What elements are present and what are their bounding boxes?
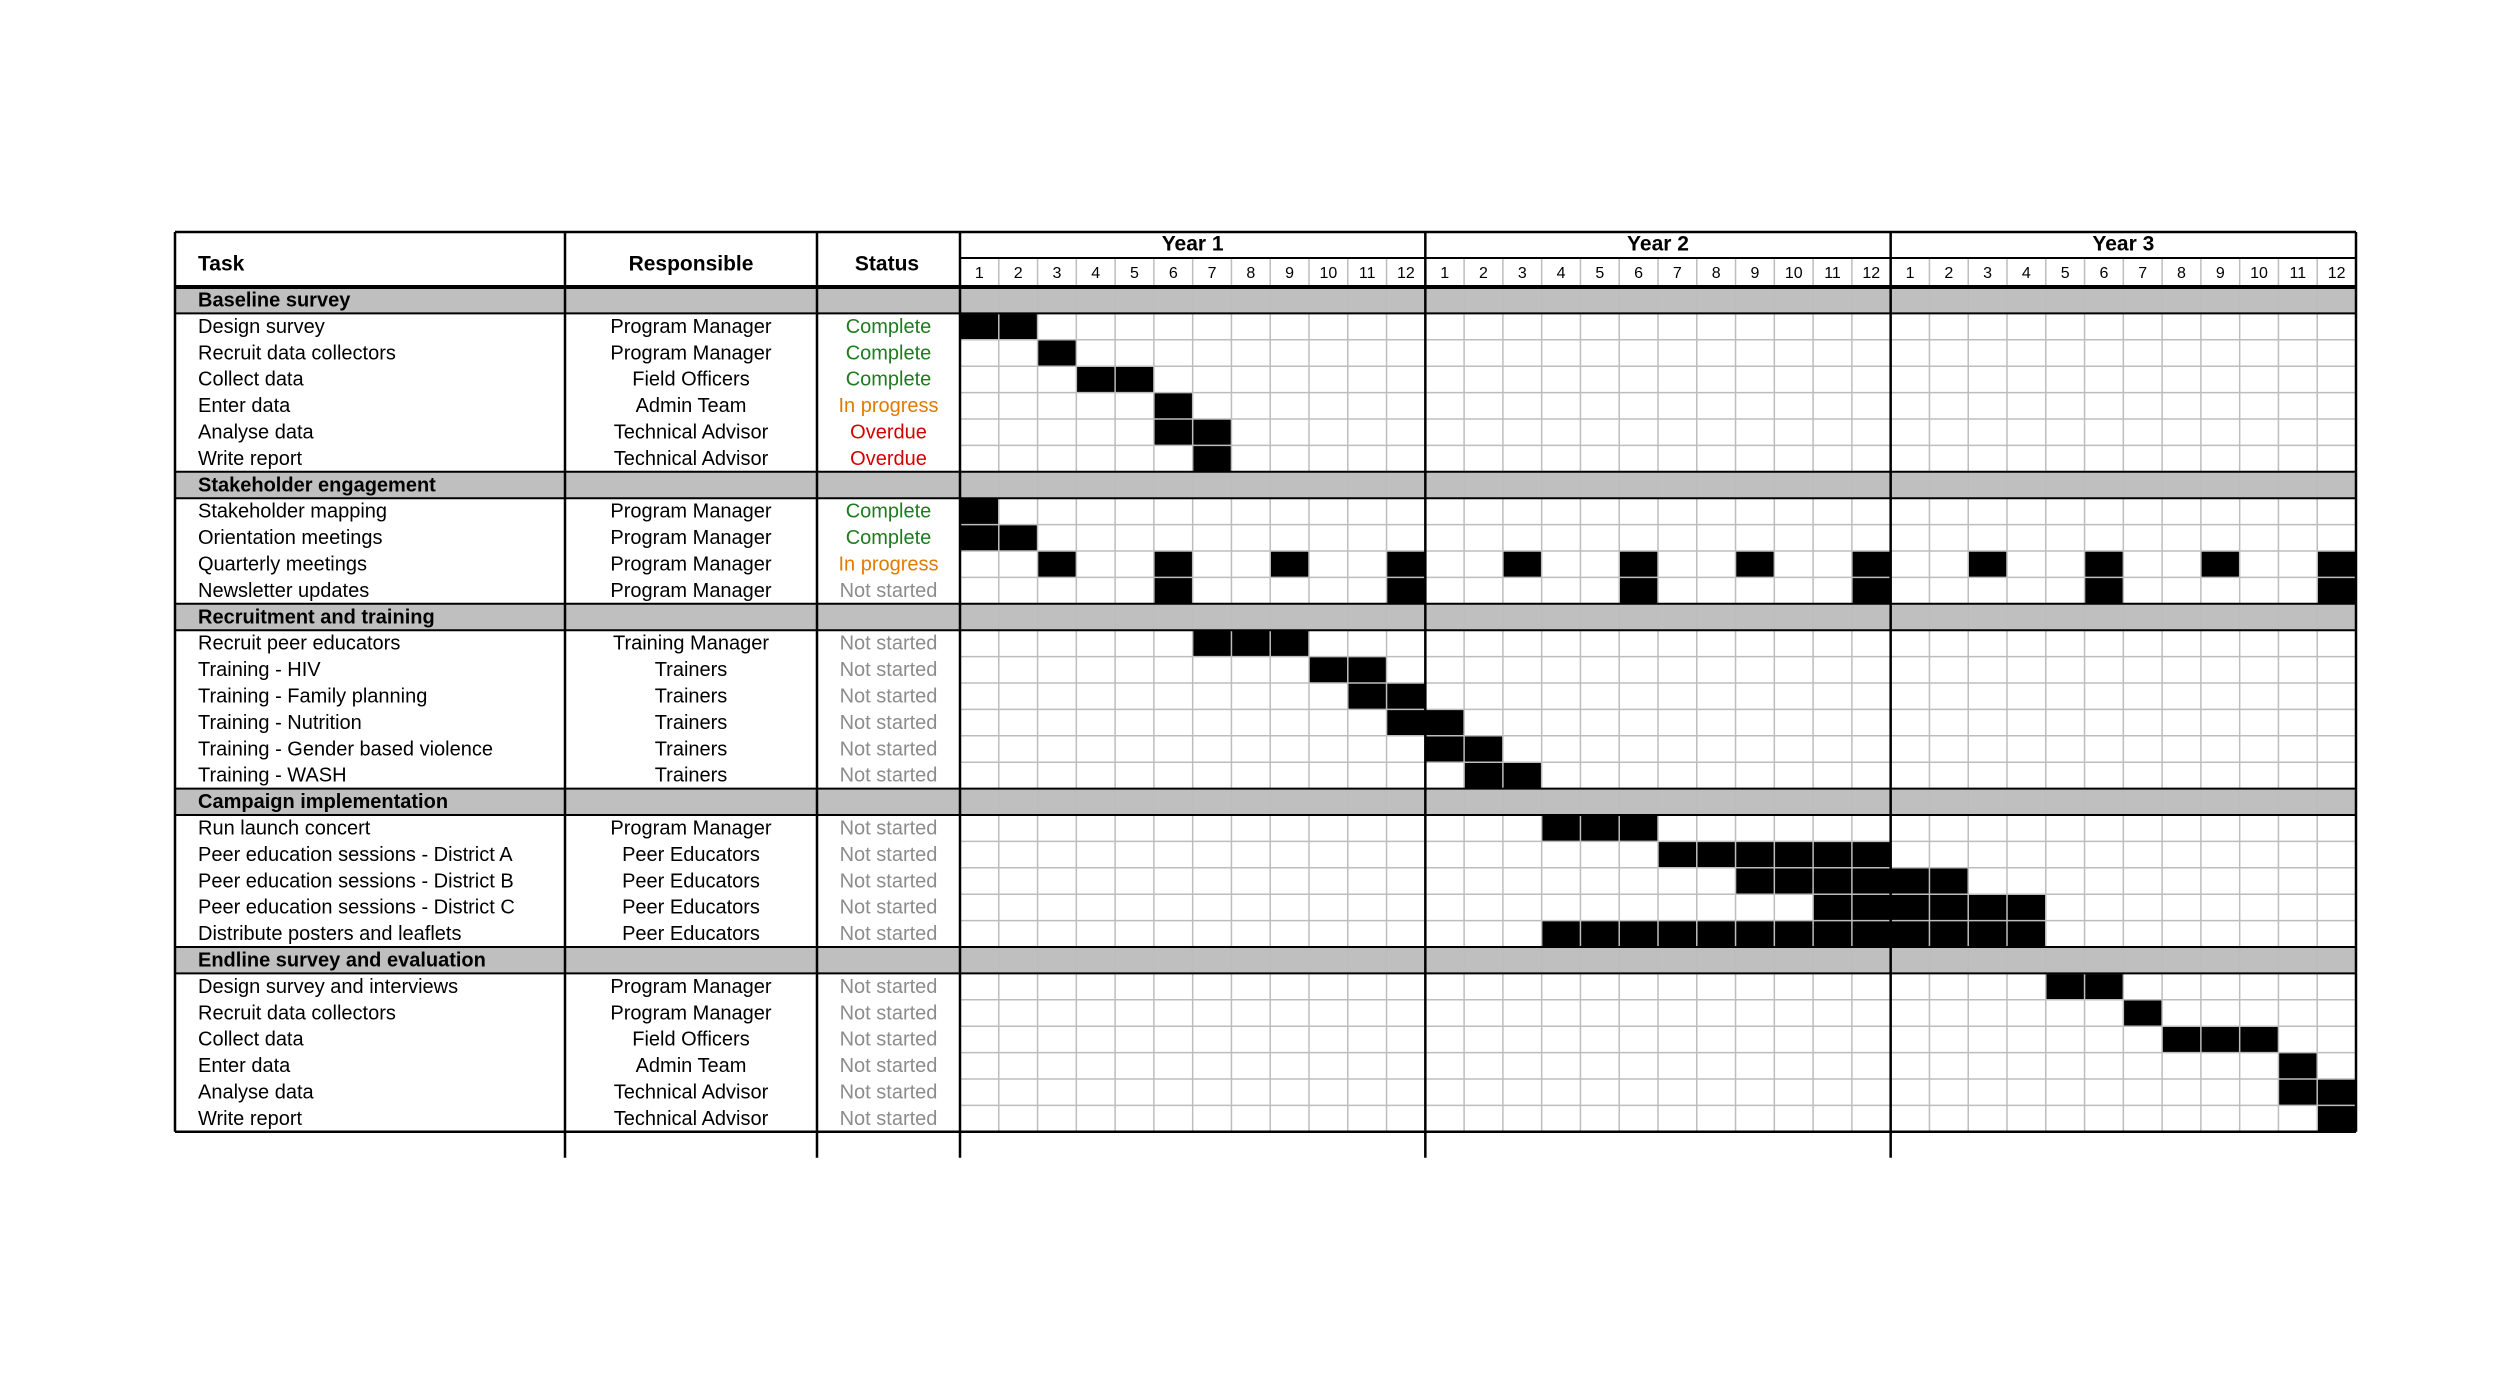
- task-bar-cell: [1038, 551, 1077, 577]
- month-tick-label: 9: [1750, 265, 1760, 283]
- month-tick-label: 7: [2138, 265, 2148, 283]
- task-status: In progress: [838, 395, 939, 418]
- task-status: Not started: [839, 711, 938, 734]
- month-tick-label: 8: [2177, 265, 2186, 283]
- task-responsible: Technical Advisor: [613, 1107, 769, 1130]
- task-bar-cell: [2007, 921, 2046, 947]
- task-bar-cell: [1425, 736, 1464, 762]
- task-name: Recruit peer educators: [198, 632, 401, 655]
- section-band: [175, 947, 2356, 973]
- task-responsible: Peer Educators: [622, 923, 760, 946]
- task-bar-cell: [2046, 973, 2085, 999]
- task-bar-cell: [2317, 551, 2356, 577]
- task-bar-cell: [1891, 894, 1930, 920]
- month-tick-label: 3: [1983, 265, 1993, 283]
- task-name: Training - WASH: [198, 764, 347, 787]
- task-bar-cell: [999, 313, 1038, 339]
- task-responsible: Program Manager: [610, 500, 772, 523]
- task-responsible: Technical Advisor: [613, 1081, 769, 1104]
- task-bar-cell: [1736, 551, 1775, 577]
- task-status: Not started: [839, 1055, 938, 1078]
- task-bar-cell: [1154, 551, 1193, 577]
- task-bar-cell: [1813, 841, 1852, 867]
- task-status: In progress: [838, 553, 939, 576]
- task-responsible: Program Manager: [610, 1002, 772, 1025]
- month-tick-label: 7: [1207, 265, 1217, 283]
- month-tick-label: 6: [1168, 265, 1178, 283]
- task-status: Not started: [839, 1002, 938, 1025]
- task-name: Peer education sessions - District B: [198, 870, 514, 893]
- task-bar-cell: [1231, 630, 1270, 656]
- task-bar-cell: [2201, 551, 2240, 577]
- task-responsible: Trainers: [654, 685, 728, 708]
- header-status: Status: [854, 252, 920, 276]
- month-tick-label: 12: [1862, 265, 1881, 283]
- task-bar-cell: [1115, 366, 1154, 392]
- task-status: Overdue: [850, 421, 927, 444]
- task-bar-cell: [1619, 551, 1658, 577]
- section-band: [175, 604, 2356, 630]
- task-status: Not started: [839, 817, 938, 840]
- month-tick-label: 7: [1672, 265, 1682, 283]
- task-bar-cell: [1387, 709, 1426, 735]
- task-bar-cell: [1852, 894, 1891, 920]
- task-status: Overdue: [850, 447, 927, 470]
- task-responsible: Program Manager: [610, 579, 772, 602]
- month-tick-label: 5: [1595, 265, 1605, 283]
- month-tick-label: 1: [974, 265, 984, 283]
- task-name: Recruit data collectors: [198, 342, 396, 365]
- task-bar-cell: [2162, 1026, 2201, 1052]
- task-status: Not started: [839, 896, 938, 919]
- task-bar-cell: [1076, 366, 1115, 392]
- task-bar-cell: [1503, 551, 1542, 577]
- task-status: Complete: [845, 342, 932, 365]
- task-responsible: Admin Team: [635, 395, 747, 418]
- month-tick-label: 8: [1246, 265, 1256, 283]
- task-status: Not started: [839, 870, 938, 893]
- task-bar-cell: [960, 313, 999, 339]
- task-bar-cell: [1697, 841, 1736, 867]
- task-name: Analyse data: [198, 1081, 314, 1104]
- task-bar-cell: [1464, 762, 1503, 788]
- task-bar-cell: [2007, 894, 2046, 920]
- task-name: Training - Gender based violence: [198, 738, 493, 761]
- header-task: Task: [198, 252, 245, 276]
- task-bar-cell: [1774, 921, 1813, 947]
- section-title: Baseline survey: [198, 289, 351, 312]
- task-bar-cell: [1542, 921, 1581, 947]
- task-bar-cell: [1425, 709, 1464, 735]
- task-responsible: Program Manager: [610, 527, 772, 550]
- month-tick-label: 11: [2289, 265, 2307, 283]
- task-name: Analyse data: [198, 421, 314, 444]
- month-tick-label: 11: [1358, 265, 1376, 283]
- task-status: Not started: [839, 579, 938, 602]
- task-bar-cell: [1542, 815, 1581, 841]
- month-tick-label: 9: [1285, 265, 1295, 283]
- task-bar-cell: [1774, 841, 1813, 867]
- task-bar-cell: [1852, 921, 1891, 947]
- month-tick-label: 11: [1824, 265, 1841, 283]
- task-responsible: Program Manager: [610, 342, 772, 365]
- task-bar-cell: [1968, 921, 2007, 947]
- task-bar-cell: [2123, 1000, 2162, 1026]
- task-bar-cell: [2278, 1079, 2317, 1105]
- task-name: Enter data: [198, 395, 291, 418]
- month-tick-label: 4: [2021, 265, 2031, 283]
- task-bar-cell: [2085, 551, 2124, 577]
- task-bar-cell: [1154, 577, 1193, 603]
- task-bar-cell: [1619, 577, 1658, 603]
- month-tick-label: 9: [2215, 265, 2225, 283]
- month-tick-label: 2: [1013, 265, 1023, 283]
- task-bar-cell: [1852, 551, 1891, 577]
- task-bar-cell: [1852, 841, 1891, 867]
- task-bar-cell: [1193, 630, 1232, 656]
- task-status: Not started: [839, 659, 938, 682]
- task-bar-cell: [2085, 973, 2124, 999]
- year-label: Year 2: [1627, 232, 1689, 256]
- task-name: Design survey: [198, 315, 325, 338]
- task-status: Not started: [839, 738, 938, 761]
- task-bar-cell: [1891, 921, 1930, 947]
- task-name: Newsletter updates: [198, 579, 370, 602]
- task-status: Not started: [839, 1081, 938, 1104]
- task-bar-cell: [1813, 894, 1852, 920]
- task-name: Collect data: [198, 1028, 304, 1051]
- month-tick-label: 1: [1440, 265, 1450, 283]
- task-bar-cell: [1580, 815, 1619, 841]
- month-tick-label: 6: [1634, 265, 1644, 283]
- task-status: Not started: [839, 1028, 938, 1051]
- task-bar-cell: [1193, 445, 1232, 471]
- task-bar-cell: [1736, 921, 1775, 947]
- task-status: Not started: [839, 923, 938, 946]
- task-bar-cell: [2201, 1026, 2240, 1052]
- task-bar-cell: [1968, 894, 2007, 920]
- task-status: Not started: [839, 843, 938, 866]
- task-name: Design survey and interviews: [198, 975, 459, 998]
- task-name: Training - HIV: [198, 659, 321, 682]
- section-title: Campaign implementation: [198, 791, 449, 814]
- task-responsible: Program Manager: [610, 553, 772, 576]
- header-responsible: Responsible: [628, 252, 754, 276]
- task-bar-cell: [1891, 868, 1930, 894]
- task-bar-cell: [1852, 868, 1891, 894]
- month-tick-label: 12: [2327, 265, 2346, 283]
- task-bar-cell: [1929, 921, 1968, 947]
- task-bar-cell: [999, 525, 1038, 551]
- task-bar-cell: [2317, 577, 2356, 603]
- task-status: Complete: [845, 527, 932, 550]
- task-responsible: Peer Educators: [622, 896, 760, 919]
- task-name: Run launch concert: [198, 817, 371, 840]
- month-tick-label: 10: [1319, 265, 1338, 283]
- task-status: Not started: [839, 764, 938, 787]
- task-name: Collect data: [198, 368, 304, 391]
- task-bar-cell: [1736, 868, 1775, 894]
- task-bar-cell: [1387, 551, 1426, 577]
- task-bar-cell: [1270, 630, 1309, 656]
- task-responsible: Trainers: [654, 764, 728, 787]
- task-bar-cell: [1968, 551, 2007, 577]
- task-name: Recruit data collectors: [198, 1002, 396, 1025]
- task-responsible: Training Manager: [612, 632, 770, 655]
- month-tick-label: 4: [1091, 265, 1101, 283]
- task-responsible: Field Officers: [632, 368, 750, 391]
- task-responsible: Trainers: [654, 738, 728, 761]
- task-bar-cell: [1813, 921, 1852, 947]
- month-tick-label: 8: [1711, 265, 1721, 283]
- task-responsible: Technical Advisor: [613, 447, 769, 470]
- task-status: Not started: [839, 632, 938, 655]
- task-bar-cell: [1774, 868, 1813, 894]
- task-responsible: Trainers: [654, 659, 728, 682]
- task-bar-cell: [1619, 815, 1658, 841]
- section-band: [175, 472, 2356, 498]
- task-status: Complete: [845, 500, 932, 523]
- task-responsible: Trainers: [654, 711, 728, 734]
- month-tick-label: 12: [1397, 265, 1415, 283]
- task-bar-cell: [1464, 736, 1503, 762]
- task-name: Write report: [198, 1107, 303, 1130]
- month-tick-label: 2: [1479, 265, 1488, 283]
- task-name: Write report: [198, 447, 303, 470]
- task-bar-cell: [1619, 921, 1658, 947]
- month-tick-label: 3: [1517, 265, 1527, 283]
- month-tick-label: 5: [1130, 265, 1139, 283]
- task-bar-cell: [1813, 868, 1852, 894]
- task-responsible: Admin Team: [635, 1055, 747, 1078]
- task-bar-cell: [1348, 657, 1387, 683]
- task-bar-cell: [960, 525, 999, 551]
- section-band: [175, 789, 2356, 815]
- section-title: Recruitment and training: [198, 606, 435, 629]
- task-bar-cell: [1154, 419, 1193, 445]
- task-status: Complete: [845, 315, 932, 338]
- task-bar-cell: [1658, 921, 1697, 947]
- month-tick-label: 10: [2250, 265, 2268, 283]
- task-status: Not started: [839, 1107, 938, 1130]
- task-bar-cell: [1929, 894, 1968, 920]
- section-title: Stakeholder engagement: [198, 474, 436, 497]
- task-status: Not started: [839, 975, 938, 998]
- month-tick-label: 3: [1052, 265, 1062, 283]
- task-bar-cell: [2317, 1105, 2356, 1131]
- year-label: Year 1: [1161, 232, 1224, 256]
- task-responsible: Technical Advisor: [613, 421, 769, 444]
- task-bar-cell: [1309, 657, 1348, 683]
- task-name: Distribute posters and leaflets: [198, 923, 462, 946]
- task-bar-cell: [1193, 419, 1232, 445]
- task-bar-cell: [1580, 921, 1619, 947]
- task-bar-cell: [960, 498, 999, 524]
- year-label: Year 3: [2092, 232, 2155, 256]
- task-bar-cell: [2278, 1053, 2317, 1079]
- task-bar-cell: [1348, 683, 1387, 709]
- task-responsible: Program Manager: [610, 817, 772, 840]
- task-bar-cell: [1387, 577, 1426, 603]
- month-tick-label: 10: [1784, 265, 1803, 283]
- task-bar-cell: [2317, 1079, 2356, 1105]
- section-band: [175, 287, 2356, 313]
- task-status: Not started: [839, 685, 938, 708]
- task-status: Complete: [845, 368, 932, 391]
- task-name: Orientation meetings: [198, 527, 383, 550]
- task-responsible: Peer Educators: [622, 870, 760, 893]
- task-bar-cell: [1697, 921, 1736, 947]
- task-responsible: Program Manager: [610, 975, 772, 998]
- task-name: Enter data: [198, 1055, 291, 1078]
- task-bar-cell: [1270, 551, 1309, 577]
- task-bar-cell: [1387, 683, 1426, 709]
- task-bar-cell: [1736, 841, 1775, 867]
- task-bar-cell: [1038, 340, 1077, 366]
- month-tick-label: 6: [2099, 265, 2109, 283]
- task-name: Peer education sessions - District C: [198, 896, 515, 919]
- task-bar-cell: [1658, 841, 1697, 867]
- task-responsible: Program Manager: [610, 315, 772, 338]
- task-responsible: Field Officers: [632, 1028, 750, 1051]
- month-tick-label: 4: [1556, 265, 1566, 283]
- task-bar-cell: [1929, 868, 1968, 894]
- month-tick-label: 5: [2060, 265, 2070, 283]
- task-responsible: Peer Educators: [622, 843, 760, 866]
- task-bar-cell: [1503, 762, 1542, 788]
- month-tick-label: 1: [1905, 265, 1915, 283]
- task-name: Training - Family planning: [198, 685, 428, 708]
- task-name: Stakeholder mapping: [198, 500, 388, 523]
- month-tick-label: 2: [1944, 265, 1954, 283]
- task-bar-cell: [1154, 393, 1193, 419]
- task-bar-cell: [2240, 1026, 2279, 1052]
- task-name: Peer education sessions - District A: [198, 843, 513, 866]
- section-title: Endline survey and evaluation: [198, 949, 486, 972]
- task-bar-cell: [2085, 577, 2124, 603]
- task-name: Training - Nutrition: [198, 711, 362, 734]
- task-bar-cell: [1852, 577, 1891, 603]
- task-name: Quarterly meetings: [198, 553, 367, 576]
